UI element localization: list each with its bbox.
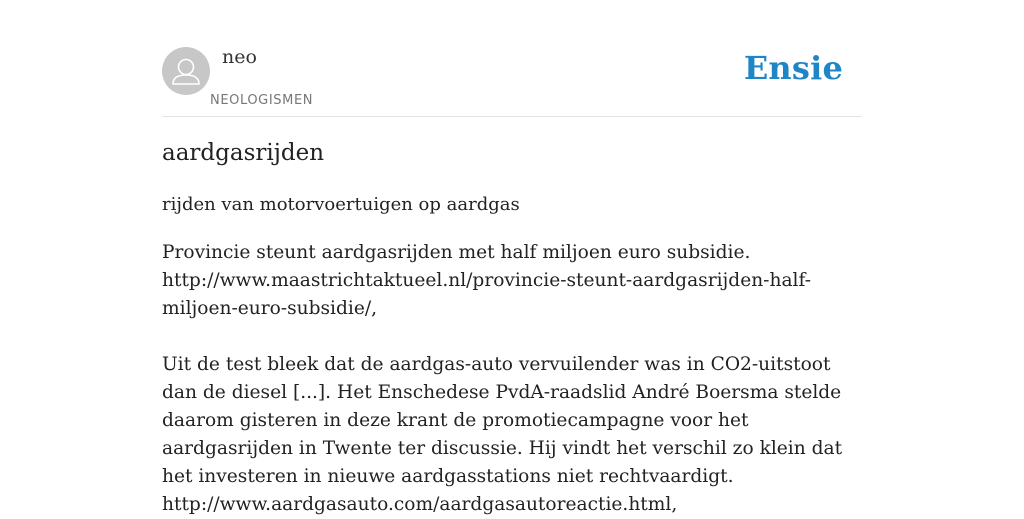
entry-header	[162, 0, 862, 117]
entry-examples	[162, 239, 862, 519]
entry-title: aardgasrijden	[162, 140, 325, 166]
category-label[interactable]: NEOLOGISMEN	[210, 93, 314, 108]
avatar[interactable]	[162, 47, 210, 95]
example-text: Provincie steunt aardgasrijden met half miljoen euro subsidie.	[162, 242, 751, 263]
author-name[interactable]: neo	[222, 46, 257, 68]
paragraph-gap	[162, 323, 862, 351]
example-text: Uit de test bleek dat de aardgas-auto vervuilender was in CO2-uitstoot dan de diesel [...]. Het Enschedese PvdA-raadslid André Boersma stelde daarom gisteren in deze krant de promotiecampagne voor het aardgasrijden in Twente ter discussie. Hij vindt het verschil zo klein dat het investeren in nieuwe aardgasstations niet rechtvaardigt.	[162, 354, 843, 487]
ensie-logo[interactable]: Ensie	[743, 49, 843, 87]
source-link[interactable]: http://www.aardgasauto.com/aardgasautoreactie.html,	[162, 494, 678, 515]
user-silhouette-icon	[162, 47, 210, 95]
page-content	[162, 0, 862, 515]
entry-definition: rijden van motorvoertuigen op aardgas	[162, 194, 520, 215]
source-link[interactable]: http://www.maastrichtaktueel.nl/provincie-steunt-aardgasrijden-half-miljoen-euro-subsidie/,	[162, 270, 811, 319]
